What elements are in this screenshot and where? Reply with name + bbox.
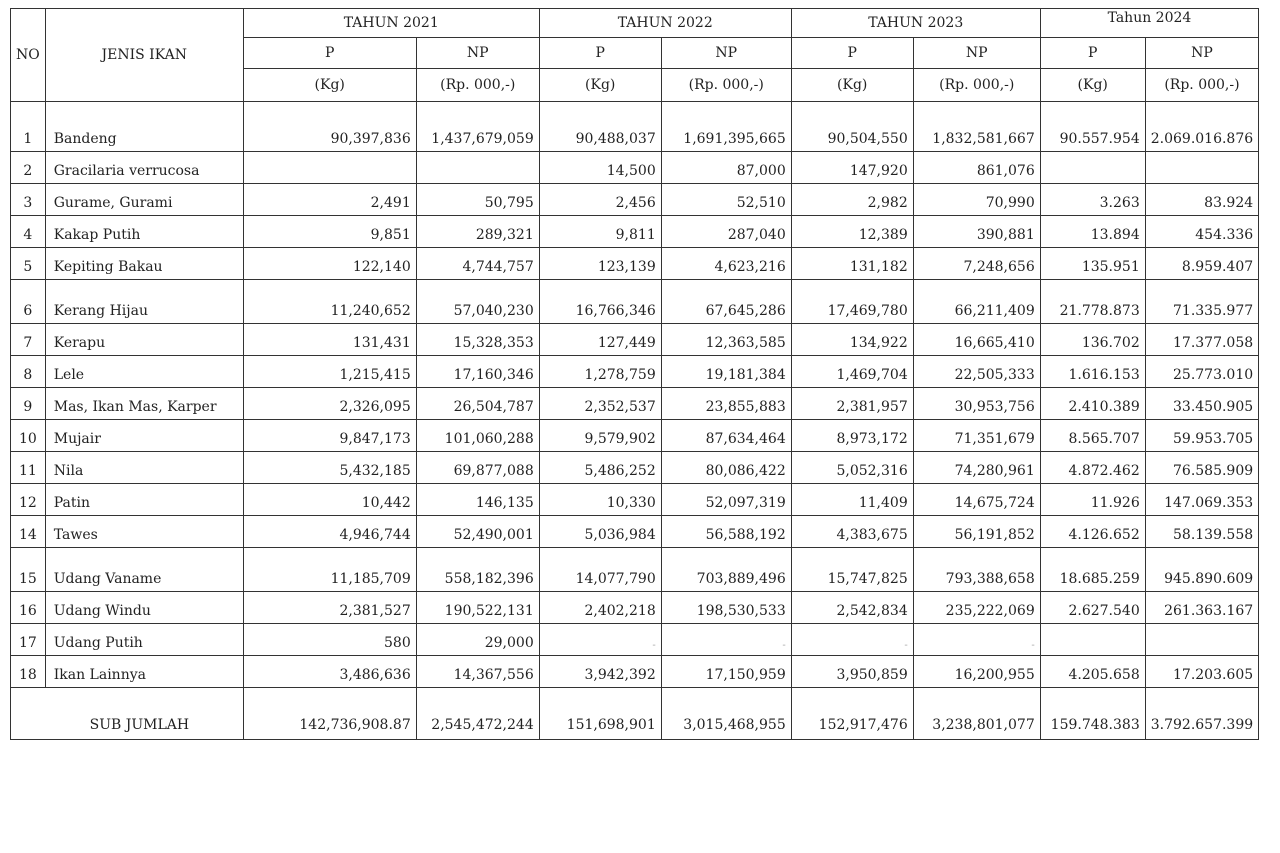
sub-total-value: 159.748.383 [1040,688,1145,740]
production-kg-cell: 5,052,316 [791,452,913,484]
production-kg-cell: 2.410.389 [1040,388,1145,420]
value-rp-cell: 83.924 [1145,184,1258,216]
value-rp-cell: 57,040,230 [416,280,539,324]
table-row [11,152,1259,184]
production-kg-cell: 580 [243,624,416,656]
row-number: 11 [11,452,46,484]
value-rp-cell: 12,363,585 [661,324,791,356]
production-kg-cell: 12,389 [791,216,913,248]
table-row [11,592,1259,624]
production-kg-cell: 147,920 [791,152,913,184]
row-number: 14 [11,516,46,548]
production-kg-cell: 4,946,744 [243,516,416,548]
production-kg-cell: 2,381,957 [791,388,913,420]
production-kg-cell: 123,139 [539,248,661,280]
production-kg-cell: 4.126.652 [1040,516,1145,548]
sub-total-value: 3,238,801,077 [913,688,1040,740]
value-rp-cell [1145,624,1258,656]
value-rp-cell: 52,097,319 [661,484,791,516]
production-kg-cell: 2,381,527 [243,592,416,624]
row-number: 8 [11,356,46,388]
value-rp-cell: 80,086,422 [661,452,791,484]
table-row [11,548,1259,592]
production-kg-cell: 11,240,652 [243,280,416,324]
header-year-2024: Tahun 2024 [1040,9,1258,38]
production-kg-cell: 4,383,675 [791,516,913,548]
production-kg-cell: 131,182 [791,248,913,280]
sub-total-value: 152,917,476 [791,688,913,740]
production-kg-cell: 3.263 [1040,184,1145,216]
table-row [11,216,1259,248]
table-row [11,280,1259,324]
value-rp-cell: 101,060,288 [416,420,539,452]
production-kg-cell: 134,922 [791,324,913,356]
value-rp-cell: 33.450.905 [1145,388,1258,420]
fish-name: Tawes [45,516,243,548]
production-kg-cell: 2,456 [539,184,661,216]
value-rp-cell: 703,889,496 [661,548,791,592]
production-kg-cell: 2,491 [243,184,416,216]
production-kg-cell: 90,488,037 [539,102,661,152]
table-row [11,420,1259,452]
value-rp-cell: 235,222,069 [913,592,1040,624]
table-row [11,624,1259,656]
production-kg-cell: 4.872.462 [1040,452,1145,484]
value-rp-cell: 390,881 [913,216,1040,248]
value-rp-cell: 19,181,384 [661,356,791,388]
value-rp-cell: - [913,624,1040,656]
header-year-2023: TAHUN 2023 [791,9,1040,38]
table-row [11,102,1259,152]
production-kg-cell: 1,278,759 [539,356,661,388]
row-number: 17 [11,624,46,656]
value-rp-cell: 7,248,656 [913,248,1040,280]
value-rp-cell: 70,990 [913,184,1040,216]
value-rp-cell: 15,328,353 [416,324,539,356]
table-body [11,102,1259,688]
fish-name: Mujair [45,420,243,452]
production-kg-cell: 136.702 [1040,324,1145,356]
value-rp-cell: 71,351,679 [913,420,1040,452]
fish-name: Kepiting Bakau [45,248,243,280]
production-kg-cell: 90.557.954 [1040,102,1145,152]
production-kg-cell: 11.926 [1040,484,1145,516]
value-rp-cell: 1,437,679,059 [416,102,539,152]
production-kg-cell: 122,140 [243,248,416,280]
fish-name: Nila [45,452,243,484]
header-np: NP [913,38,1040,69]
fish-name: Lele [45,356,243,388]
fish-name: Kerang Hijau [45,280,243,324]
value-rp-cell: 198,530,533 [661,592,791,624]
production-kg-cell: 90,504,550 [791,102,913,152]
row-number: 3 [11,184,46,216]
header-unit-kg: (Kg) [539,69,661,102]
production-kg-cell: 8.565.707 [1040,420,1145,452]
value-rp-cell: 4,744,757 [416,248,539,280]
value-rp-cell: 66,211,409 [913,280,1040,324]
header-np: NP [1145,38,1258,69]
table-row [11,184,1259,216]
value-rp-cell: 74,280,961 [913,452,1040,484]
value-rp-cell: 17.203.605 [1145,656,1258,688]
value-rp-cell: 56,191,852 [913,516,1040,548]
row-number: 4 [11,216,46,248]
sub-total-value: 3.792.657.399 [1145,688,1258,740]
value-rp-cell: 50,795 [416,184,539,216]
row-number: 10 [11,420,46,452]
sub-total-value: 3,015,468,955 [661,688,791,740]
header-unit-rp: (Rp. 000,-) [913,69,1040,102]
production-kg-cell: 2.627.540 [1040,592,1145,624]
production-kg-cell: 2,326,095 [243,388,416,420]
fish-name: Kerapu [45,324,243,356]
header-no: NO [11,9,46,102]
production-kg-cell: 127,449 [539,324,661,356]
value-rp-cell: 87,634,464 [661,420,791,452]
production-kg-cell: 9,579,902 [539,420,661,452]
production-kg-cell: 17,469,780 [791,280,913,324]
value-rp-cell: 146,135 [416,484,539,516]
sub-total-value: 151,698,901 [539,688,661,740]
value-rp-cell: 58.139.558 [1145,516,1258,548]
production-kg-cell: 1.616.153 [1040,356,1145,388]
header-p: P [1040,38,1145,69]
value-rp-cell: 8.959.407 [1145,248,1258,280]
row-number: 7 [11,324,46,356]
value-rp-cell: 4,623,216 [661,248,791,280]
value-rp-cell: 59.953.705 [1145,420,1258,452]
value-rp-cell: 29,000 [416,624,539,656]
production-kg-cell: 14,500 [539,152,661,184]
production-kg-cell: 9,811 [539,216,661,248]
header-p: P [243,38,416,69]
production-kg-cell: - [539,624,661,656]
production-kg-cell: 2,352,537 [539,388,661,420]
row-number: 1 [11,102,46,152]
value-rp-cell: 861,076 [913,152,1040,184]
header-year-2022: TAHUN 2022 [539,9,791,38]
table-row [11,516,1259,548]
header-np: NP [661,38,791,69]
value-rp-cell: 17.377.058 [1145,324,1258,356]
production-kg-cell: 5,432,185 [243,452,416,484]
fish-name: Udang Windu [45,592,243,624]
value-rp-cell: 67,645,286 [661,280,791,324]
value-rp-cell: 945.890.609 [1145,548,1258,592]
table-row [11,248,1259,280]
fish-name: Mas, Ikan Mas, Karper [45,388,243,420]
header-year-2021: TAHUN 2021 [243,9,539,38]
value-rp-cell: 22,505,333 [913,356,1040,388]
header-unit-rp: (Rp. 000,-) [416,69,539,102]
value-rp-cell: 17,150,959 [661,656,791,688]
value-rp-cell: 56,588,192 [661,516,791,548]
production-kg-cell: 10,442 [243,484,416,516]
value-rp-cell [416,152,539,184]
table-row [11,388,1259,420]
fish-name: Udang Putih [45,624,243,656]
production-kg-cell: 15,747,825 [791,548,913,592]
value-rp-cell: - [661,624,791,656]
value-rp-cell: 147.069.353 [1145,484,1258,516]
value-rp-cell: 23,855,883 [661,388,791,420]
value-rp-cell: 454.336 [1145,216,1258,248]
table-row [11,356,1259,388]
value-rp-cell [1145,152,1258,184]
fish-name: Gracilaria verrucosa [45,152,243,184]
row-number: 9 [11,388,46,420]
value-rp-cell: 76.585.909 [1145,452,1258,484]
production-kg-cell: - [791,624,913,656]
production-kg-cell: 5,036,984 [539,516,661,548]
production-kg-cell: 18.685.259 [1040,548,1145,592]
fish-name: Patin [45,484,243,516]
row-number: 12 [11,484,46,516]
row-number: 16 [11,592,46,624]
production-kg-cell: 3,486,636 [243,656,416,688]
fish-name: Udang Vaname [45,548,243,592]
value-rp-cell: 558,182,396 [416,548,539,592]
table-row [11,452,1259,484]
production-kg-cell: 2,402,218 [539,592,661,624]
header-row-years [11,9,1259,38]
value-rp-cell: 190,522,131 [416,592,539,624]
sub-total-value: 142,736,908.87 [243,688,416,740]
production-kg-cell: 10,330 [539,484,661,516]
production-kg-cell: 2,542,834 [791,592,913,624]
production-kg-cell: 9,847,173 [243,420,416,452]
fish-production-table-wrapper [10,8,1259,740]
row-number: 6 [11,280,46,324]
table-row [11,324,1259,356]
production-kg-cell: 1,469,704 [791,356,913,388]
value-rp-cell: 16,200,955 [913,656,1040,688]
production-kg-cell [1040,152,1145,184]
row-number: 18 [11,656,46,688]
fish-production-table [10,8,1259,740]
value-rp-cell: 1,691,395,665 [661,102,791,152]
production-kg-cell: 3,942,392 [539,656,661,688]
production-kg-cell: 11,409 [791,484,913,516]
production-kg-cell: 9,851 [243,216,416,248]
production-kg-cell [1040,624,1145,656]
production-kg-cell: 2,982 [791,184,913,216]
fish-name: Ikan Lainnya [45,656,243,688]
fish-name: Bandeng [45,102,243,152]
production-kg-cell: 4.205.658 [1040,656,1145,688]
sub-total-row [11,688,1259,740]
value-rp-cell: 71.335.977 [1145,280,1258,324]
value-rp-cell: 69,877,088 [416,452,539,484]
header-unit-kg: (Kg) [1040,69,1145,102]
value-rp-cell: 87,000 [661,152,791,184]
production-kg-cell: 1,215,415 [243,356,416,388]
table-row [11,656,1259,688]
value-rp-cell: 261.363.167 [1145,592,1258,624]
row-number: 5 [11,248,46,280]
header-np: NP [416,38,539,69]
header-unit-kg: (Kg) [243,69,416,102]
header-jenis-ikan: JENIS IKAN [45,9,243,102]
value-rp-cell: 1,832,581,667 [913,102,1040,152]
row-number: 15 [11,548,46,592]
sub-total-label: SUB JUMLAH [11,688,244,740]
value-rp-cell: 14,675,724 [913,484,1040,516]
sub-total-value: 2,545,472,244 [416,688,539,740]
production-kg-cell: 131,431 [243,324,416,356]
production-kg-cell: 135.951 [1040,248,1145,280]
value-rp-cell: 16,665,410 [913,324,1040,356]
fish-name: Kakap Putih [45,216,243,248]
value-rp-cell: 17,160,346 [416,356,539,388]
production-kg-cell: 5,486,252 [539,452,661,484]
value-rp-cell: 52,490,001 [416,516,539,548]
value-rp-cell: 2.069.016.876 [1145,102,1258,152]
value-rp-cell: 14,367,556 [416,656,539,688]
value-rp-cell: 25.773.010 [1145,356,1258,388]
production-kg-cell: 16,766,346 [539,280,661,324]
header-unit-kg: (Kg) [791,69,913,102]
production-kg-cell [243,152,416,184]
production-kg-cell: 11,185,709 [243,548,416,592]
value-rp-cell: 52,510 [661,184,791,216]
header-unit-rp: (Rp. 000,-) [1145,69,1258,102]
value-rp-cell: 26,504,787 [416,388,539,420]
production-kg-cell: 13.894 [1040,216,1145,248]
value-rp-cell: 793,388,658 [913,548,1040,592]
production-kg-cell: 14,077,790 [539,548,661,592]
header-unit-rp: (Rp. 000,-) [661,69,791,102]
row-number: 2 [11,152,46,184]
value-rp-cell: 289,321 [416,216,539,248]
value-rp-cell: 287,040 [661,216,791,248]
fish-name: Gurame, Gurami [45,184,243,216]
table-row [11,484,1259,516]
value-rp-cell: 30,953,756 [913,388,1040,420]
header-p: P [791,38,913,69]
production-kg-cell: 21.778.873 [1040,280,1145,324]
header-p: P [539,38,661,69]
production-kg-cell: 8,973,172 [791,420,913,452]
production-kg-cell: 90,397,836 [243,102,416,152]
production-kg-cell: 3,950,859 [791,656,913,688]
